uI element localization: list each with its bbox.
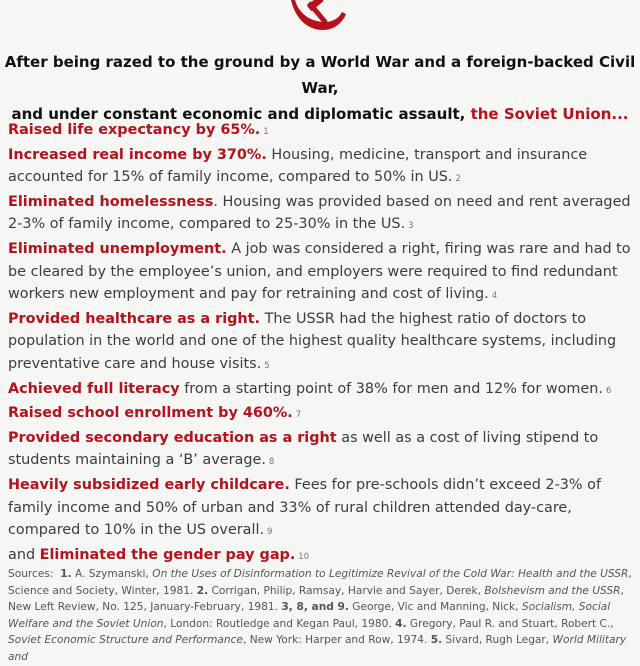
fact-body: from a starting point of 38% for men and 12% for women. xyxy=(179,380,603,397)
fact-ref: 5 xyxy=(264,360,270,371)
fact-lead: and xyxy=(8,546,40,563)
source-number: 3, 8, and 9. xyxy=(281,601,349,614)
source-text: Corrigan, Philip, Ramsay, Harvie and Sayer, Derek, xyxy=(211,584,482,597)
fact-body: Fees for pre-schools didn’t exceed 2-3% of family income and 50% of urban and 33% of rural children attended day-care, compared to 10% in the US overall. xyxy=(8,476,602,539)
fact-ref: 9 xyxy=(267,527,273,538)
fact-highlight: Raised school enrollment by 460%. xyxy=(8,405,293,422)
source-number: 1. xyxy=(60,568,72,580)
fact-highlight: Provided healthcare as a right. xyxy=(8,310,261,327)
fact-body: . Housing was provided based on need and rent averaged 2-3% of family income, compared to 25-30% in the US. xyxy=(8,193,631,233)
source-title: Socialism, Social Welfare and the Soviet Union xyxy=(8,601,611,630)
fact-body: as well as a cost of living stipend to students maintaining a ‘B’ average. xyxy=(8,429,599,469)
fact-highlight: Eliminated homelessness xyxy=(8,193,214,210)
source-title: Soviet Economic Structure and Performance xyxy=(8,634,243,647)
fact-ref: 6 xyxy=(605,385,612,396)
fact-body: The USSR had the highest ratio of doctors to population in the world and one of the highest quality healthcare systems, including preventative care and house visits. xyxy=(8,310,617,372)
headline-soviet-union: the Soviet Union... xyxy=(470,105,629,123)
fact-literacy xyxy=(8,378,636,403)
fact-gender-pay-gap xyxy=(8,544,636,569)
facts-list xyxy=(8,119,636,568)
source-title: On the Uses of Disinformation to Legitimize Revival of the Cold War: Health and the USSR xyxy=(152,568,629,580)
fact-unemployment xyxy=(8,238,636,308)
fact-highlight: Provided secondary education as a right xyxy=(8,429,337,446)
source-text: Gregory, Paul R. and Stuart, Robert C., xyxy=(409,617,614,630)
source-text: , New York: Harper and Row, 1974. xyxy=(242,634,428,647)
source-title: Bolshevism and the USSR xyxy=(484,584,621,597)
fact-childcare xyxy=(8,474,636,544)
source-title: World Military and xyxy=(8,634,627,663)
fact-ref: 7 xyxy=(295,410,302,421)
sources-label: Sources: xyxy=(8,568,54,580)
source-text: , Science and Society, Winter, 1981. xyxy=(8,568,632,597)
fact-highlight: Raised life expectancy by 65%. xyxy=(8,122,261,138)
source-number: 4. xyxy=(395,617,407,630)
fact-ref: 4 xyxy=(491,291,498,302)
fact-secondary-education xyxy=(8,427,636,474)
source-text: , London: Routledge and Kegan Paul, 1980. xyxy=(163,617,392,630)
source-text: , New Left Review, No. 125, January-February, 1981. xyxy=(8,584,624,614)
fact-life-expectancy xyxy=(8,119,636,144)
source-text: Sivard, Rugh Legar, xyxy=(445,634,550,647)
fact-school-enrollment xyxy=(8,402,636,427)
source-number: 5. xyxy=(430,634,443,647)
fact-ref: 2 xyxy=(455,174,461,185)
fact-highlight: Heavily subsidized early childcare. xyxy=(8,476,290,493)
fact-highlight: Eliminated the gender pay gap. xyxy=(39,546,296,563)
fact-highlight: Increased real income by 370%. xyxy=(8,146,267,163)
fact-body: A job was considered a right, firing was rare and had to be cleared by the employee’s union, and employers were required to find redundant workers new employment and pay for retraining and cost of living. xyxy=(8,240,631,303)
fact-ref: 8 xyxy=(268,457,275,468)
fact-highlight: Eliminated unemployment. xyxy=(8,240,227,257)
fact-real-income xyxy=(8,144,636,191)
fact-highlight: Achieved full literacy xyxy=(8,380,180,397)
fact-ref: 3 xyxy=(408,221,414,232)
fact-healthcare xyxy=(8,308,636,378)
source-text: George, Vic and Manning, Nick, xyxy=(352,601,519,614)
fact-body: Housing, medicine, transport and insurance accounted for 15% of family income, compared to 50% in US. xyxy=(8,146,588,186)
hammer-and-sickle-icon xyxy=(285,0,355,32)
sources-section xyxy=(8,566,636,666)
fact-ref: 10 xyxy=(298,551,310,562)
headline-line-2-text: and under constant economic and diplomatic assault, xyxy=(11,105,466,123)
source-number: 2. xyxy=(196,584,209,597)
headline xyxy=(0,49,640,127)
fact-ref: 1 xyxy=(263,127,269,137)
headline-line-1: After being razed to the ground by a World War and a foreign-backed Civil War, xyxy=(4,53,636,97)
source-text: A. Szymanski, xyxy=(75,568,149,580)
fact-homelessness xyxy=(8,191,636,238)
